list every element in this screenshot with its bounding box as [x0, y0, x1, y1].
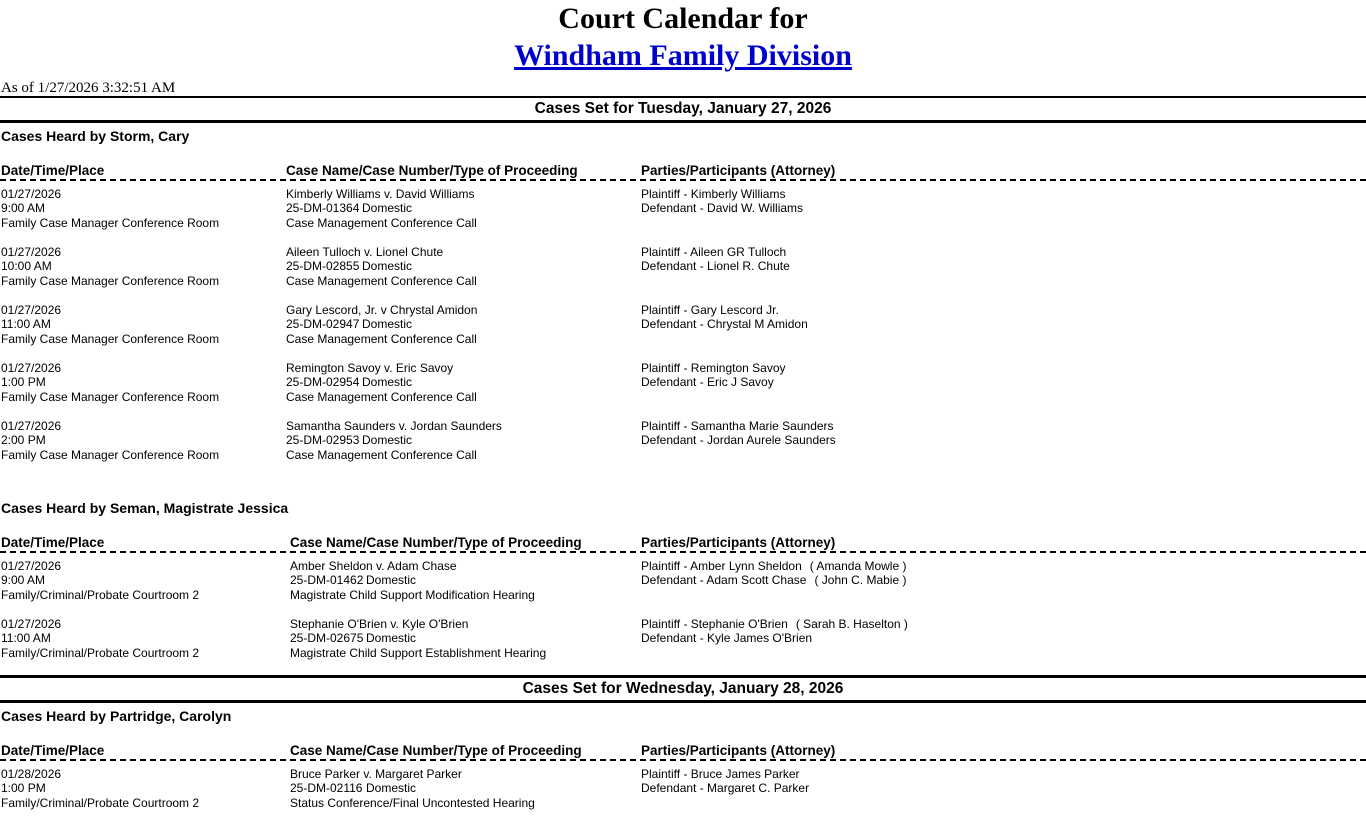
case-datetime-place: [1, 303, 219, 346]
case-proceeding: Case Management Conference Call: [286, 273, 477, 288]
case-details: [290, 767, 535, 810]
case-date: 01/27/2026: [1, 419, 62, 433]
case-time: 10:00 AM: [1, 259, 52, 274]
case-time: 11:00 AM: [1, 631, 51, 646]
plaintiff-attorney: ( Amanda Mowle ): [809, 559, 907, 573]
case-details: [286, 187, 477, 230]
case-place: Family Case Manager Conference Room: [1, 273, 220, 288]
case-date: 01/27/2026: [1, 187, 62, 201]
column-header-case: Case Name/Case Number/Type of Proceeding: [290, 535, 582, 550]
defendant-line: [641, 781, 817, 795]
case-row[interactable]: [0, 559, 1366, 617]
case-details: [286, 245, 477, 288]
case-list: [0, 761, 1366, 825]
page-header: [0, 0, 1366, 73]
case-name: Kimberly Williams v. David Williams: [286, 187, 475, 201]
case-parties: [641, 303, 816, 332]
case-number-type: [290, 781, 535, 795]
judge-heading: Cases Heard by Storm, Cary: [1, 128, 190, 144]
case-time: 11:00 AM: [1, 317, 51, 332]
case-number: 25-DM-02855: [286, 259, 360, 274]
case-place: Family Case Manager Conference Room: [1, 447, 220, 462]
section-spacer: [0, 477, 1366, 495]
day-banner: Cases Set for Tuesday, January 27, 2026: [534, 100, 832, 117]
case-datetime-place: [1, 245, 219, 288]
case-row[interactable]: [0, 361, 1366, 419]
case-row[interactable]: [0, 187, 1366, 245]
case-number-type: [286, 317, 477, 331]
case-details: [286, 419, 502, 462]
plaintiff-line: [641, 361, 794, 375]
case-time: 9:00 AM: [1, 201, 46, 216]
case-time: 9:00 AM: [1, 573, 46, 588]
plaintiff-line: [641, 303, 816, 317]
column-header-row: [0, 742, 1366, 759]
defendant-line: [641, 631, 908, 645]
case-place: Family/Criminal/Probate Courtroom 2: [1, 645, 200, 660]
case-datetime-place: [1, 419, 219, 462]
case-number: 25-DM-02954: [286, 375, 360, 390]
case-parties: [641, 245, 798, 274]
case-proceeding: Case Management Conference Call: [286, 389, 477, 404]
plaintiff-name: Plaintiff - Stephanie O'Brien: [641, 617, 788, 631]
case-row[interactable]: [0, 617, 1366, 675]
case-date: 01/27/2026: [1, 361, 62, 375]
case-datetime-place: [1, 617, 199, 660]
case-list: [0, 181, 1366, 477]
column-header-case: Case Name/Case Number/Type of Proceeding: [286, 163, 578, 178]
defendant-name: Defendant - Lionel R. Chute: [641, 259, 790, 274]
case-row[interactable]: [0, 419, 1366, 477]
case-number: 25-DM-02116: [290, 781, 363, 796]
case-number: 25-DM-02675: [290, 631, 364, 646]
case-type: Domestic: [366, 573, 417, 588]
case-date: 01/27/2026: [1, 245, 62, 259]
case-time: 2:00 PM: [1, 433, 46, 448]
case-date: 01/28/2026: [1, 767, 62, 781]
case-date: 01/27/2026: [1, 617, 62, 631]
case-details: [286, 303, 477, 346]
day-banner: Cases Set for Wednesday, January 28, 2026: [522, 680, 844, 697]
plaintiff-name: Plaintiff - Samantha Marie Saunders: [641, 419, 834, 433]
as-of-timestamp: As of 1/27/2026 3:32:51 AM: [1, 80, 176, 96]
case-number-type: [286, 259, 477, 273]
plaintiff-name: Plaintiff - Gary Lescord Jr.: [641, 303, 779, 317]
day-block: [0, 675, 1366, 825]
case-parties: [641, 361, 794, 390]
case-number-type: [286, 433, 502, 447]
case-type: Domestic: [362, 201, 413, 216]
column-header-row: [0, 534, 1366, 551]
case-row[interactable]: [0, 245, 1366, 303]
column-header-parties: Parties/Participants (Attorney): [641, 743, 836, 758]
case-type: Domestic: [366, 631, 417, 646]
case-row[interactable]: [0, 767, 1366, 825]
plaintiff-line: [641, 245, 798, 259]
column-header-date-time-place: Date/Time/Place: [1, 535, 105, 550]
case-proceeding: Magistrate Child Support Modification Hearing: [290, 587, 535, 602]
case-proceeding: Status Conference/Final Uncontested Hearing: [290, 795, 535, 810]
case-parties: [641, 559, 906, 588]
division-link[interactable]: Windham Family Division: [514, 39, 852, 72]
defendant-name: Defendant - Eric J Savoy: [641, 375, 774, 390]
case-datetime-place: [1, 187, 219, 230]
case-number: 25-DM-01462: [290, 573, 364, 588]
column-header-date-time-place: Date/Time/Place: [1, 163, 105, 178]
plaintiff-line: [641, 617, 908, 631]
defendant-name: Defendant - Kyle James O'Brien: [641, 631, 813, 646]
case-name: Stephanie O'Brien v. Kyle O'Brien: [290, 617, 469, 631]
case-number-type: [286, 375, 477, 389]
case-name: Samantha Saunders v. Jordan Saunders: [286, 419, 502, 433]
column-header-case: Case Name/Case Number/Type of Proceeding: [290, 743, 582, 758]
case-parties: [641, 617, 908, 646]
case-number: 25-DM-02953: [286, 433, 360, 448]
case-place: Family Case Manager Conference Room: [1, 215, 220, 230]
defendant-line: [641, 433, 844, 447]
case-place: Family Case Manager Conference Room: [1, 331, 220, 346]
defendant-line: [641, 317, 816, 331]
defendant-line: [641, 573, 906, 587]
plaintiff-name: Plaintiff - Aileen GR Tulloch: [641, 245, 787, 259]
column-header-row: [0, 162, 1366, 179]
case-place: Family/Criminal/Probate Courtroom 2: [1, 587, 200, 602]
plaintiff-line: [641, 767, 817, 781]
defendant-name: Defendant - Adam Scott Chase: [641, 573, 807, 588]
plaintiff-attorney: ( Sarah B. Haselton ): [795, 617, 908, 631]
plaintiff-line: [641, 187, 811, 201]
case-type: Domestic: [362, 317, 413, 332]
case-place: Family/Criminal/Probate Courtroom 2: [1, 795, 200, 810]
case-type: Domestic: [362, 433, 413, 448]
judge-heading: Cases Heard by Seman, Magistrate Jessica: [1, 500, 289, 516]
judge-heading: Cases Heard by Partridge, Carolyn: [1, 708, 232, 724]
case-type: Domestic: [362, 375, 413, 390]
case-list: [0, 553, 1366, 675]
judge-section: [0, 495, 1366, 675]
judge-section: [0, 123, 1366, 477]
day-block: [0, 98, 1366, 675]
column-header-date-time-place: Date/Time/Place: [1, 743, 105, 758]
case-datetime-place: [1, 559, 199, 602]
case-time: 1:00 PM: [1, 781, 46, 796]
case-time: 1:00 PM: [1, 375, 46, 390]
case-name: Aileen Tulloch v. Lionel Chute: [286, 245, 444, 259]
case-details: [290, 559, 535, 602]
case-date: 01/27/2026: [1, 303, 62, 317]
case-type: Domestic: [362, 259, 413, 274]
case-row[interactable]: [0, 303, 1366, 361]
case-proceeding: Case Management Conference Call: [286, 215, 477, 230]
case-parties: [641, 419, 844, 448]
case-name: Amber Sheldon v. Adam Chase: [290, 559, 457, 573]
case-parties: [641, 187, 811, 216]
case-name: Remington Savoy v. Eric Savoy: [286, 361, 454, 375]
defendant-name: Defendant - David W. Williams: [641, 201, 804, 216]
defendant-name: Defendant - Jordan Aurele Saunders: [641, 433, 836, 448]
defendant-name: Defendant - Margaret C. Parker: [641, 781, 810, 796]
case-proceeding: Case Management Conference Call: [286, 331, 477, 346]
defendant-line: [641, 259, 798, 273]
case-proceeding: Case Management Conference Call: [286, 447, 477, 462]
case-type: Domestic: [366, 781, 417, 796]
case-number-type: [290, 573, 535, 587]
case-number: 25-DM-01364: [286, 201, 360, 216]
case-number-type: [286, 201, 477, 215]
judge-section: [0, 703, 1366, 825]
case-details: [286, 361, 477, 404]
case-proceeding: Magistrate Child Support Establishment Hearing: [290, 645, 547, 660]
case-name: Bruce Parker v. Margaret Parker: [290, 767, 462, 781]
plaintiff-name: Plaintiff - Kimberly Williams: [641, 187, 786, 201]
case-name: Gary Lescord, Jr. v Chrystal Amidon: [286, 303, 478, 317]
page-title: Court Calendar for: [558, 2, 808, 35]
defendant-name: Defendant - Chrystal M Amidon: [641, 317, 808, 332]
defendant-attorney: ( John C. Mabie ): [814, 573, 907, 588]
plaintiff-name: Plaintiff - Amber Lynn Sheldon: [641, 559, 802, 573]
case-details: [290, 617, 546, 660]
column-header-parties: Parties/Participants (Attorney): [641, 535, 836, 550]
case-number: 25-DM-02947: [286, 317, 360, 332]
defendant-line: [641, 375, 794, 389]
case-number-type: [290, 631, 546, 645]
case-date: 01/27/2026: [1, 559, 62, 573]
case-parties: [641, 767, 817, 796]
case-datetime-place: [1, 767, 199, 810]
case-place: Family Case Manager Conference Room: [1, 389, 220, 404]
plaintiff-name: Plaintiff - Remington Savoy: [641, 361, 786, 375]
plaintiff-line: [641, 419, 844, 433]
column-header-parties: Parties/Participants (Attorney): [641, 163, 836, 178]
plaintiff-line: [641, 559, 906, 573]
plaintiff-name: Plaintiff - Bruce James Parker: [641, 767, 800, 781]
case-datetime-place: [1, 361, 219, 404]
defendant-line: [641, 201, 811, 215]
